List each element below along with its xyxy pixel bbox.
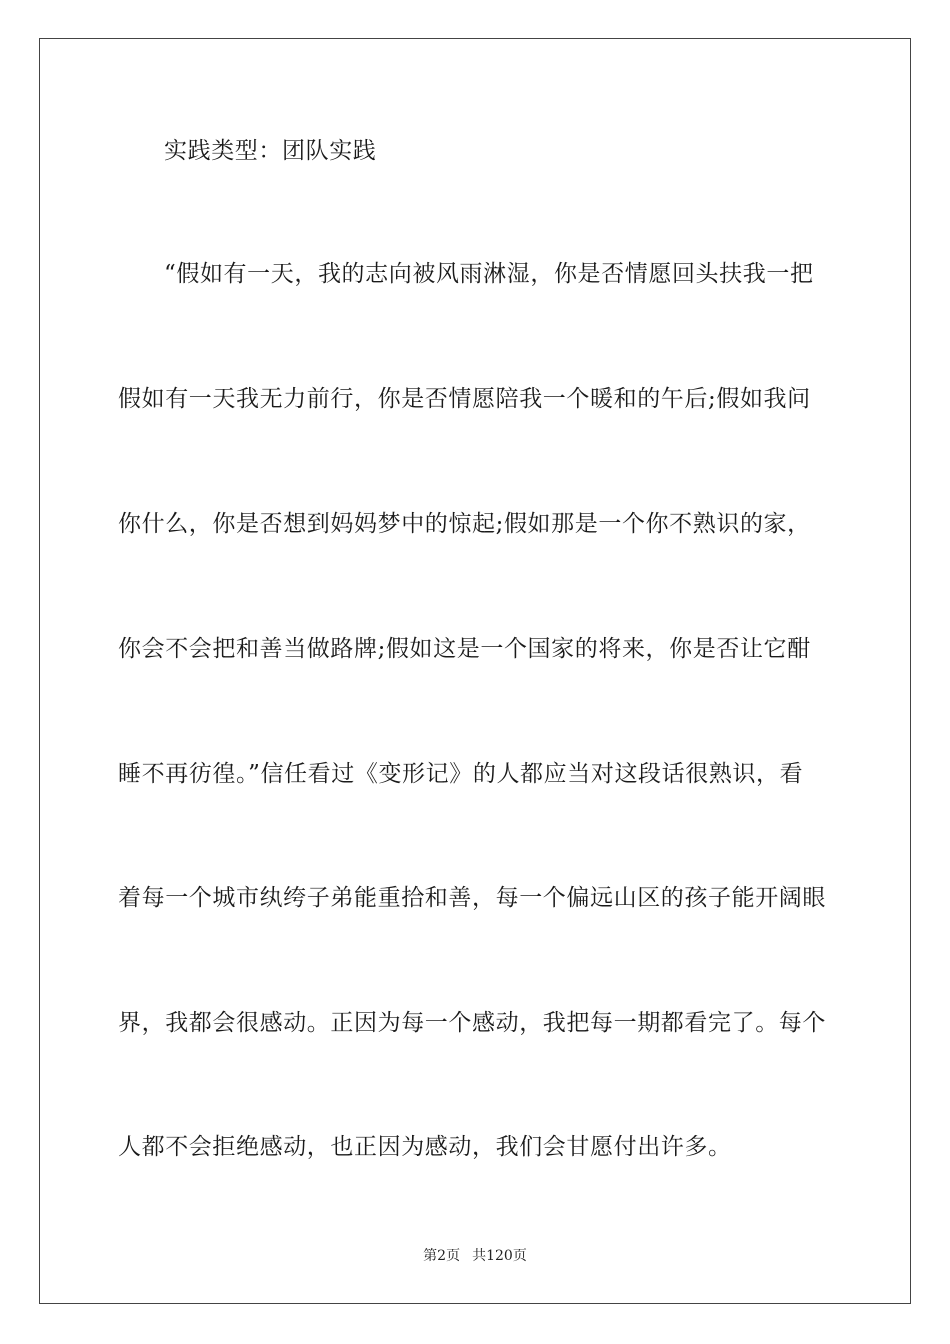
page-number: 第2页 (423, 1248, 461, 1264)
paragraph-line-8: 人都不会拒绝感动，也正因为感动，我们会甘愿付出许多。 (118, 1134, 732, 1160)
paragraph-line-7: 界，我都会很感动。正因为每一个感动，我把每一期都看完了。每个 (118, 1010, 826, 1036)
paragraph-line-4: 你会不会把和善当做路牌;假如这是一个国家的将来，你是否让它酣 (118, 636, 811, 662)
total-pages: 共120页 (472, 1248, 527, 1264)
practice-type-heading: 实践类型：团队实践 (164, 138, 377, 164)
paragraph-line-6: 着每一个城市纨绔子弟能重拾和善，每一个偏远山区的孩子能开阔眼 (118, 885, 826, 911)
paragraph-line-1: “假如有一天，我的志向被风雨淋湿，你是否情愿回头扶我一把 (164, 261, 814, 287)
paragraph-line-3: 你什么，你是否想到妈妈梦中的惊起;假如那是一个你不熟识的家， (118, 511, 811, 537)
page-border (39, 38, 911, 1304)
page-footer (0, 1247, 950, 1265)
paragraph-line-5: 睡不再彷徨。”信任看过《变形记》的人都应当对这段话很熟识，看 (118, 761, 804, 787)
paragraph-line-2: 假如有一天我无力前行，你是否情愿陪我一个暖和的午后;假如我问 (118, 386, 811, 412)
